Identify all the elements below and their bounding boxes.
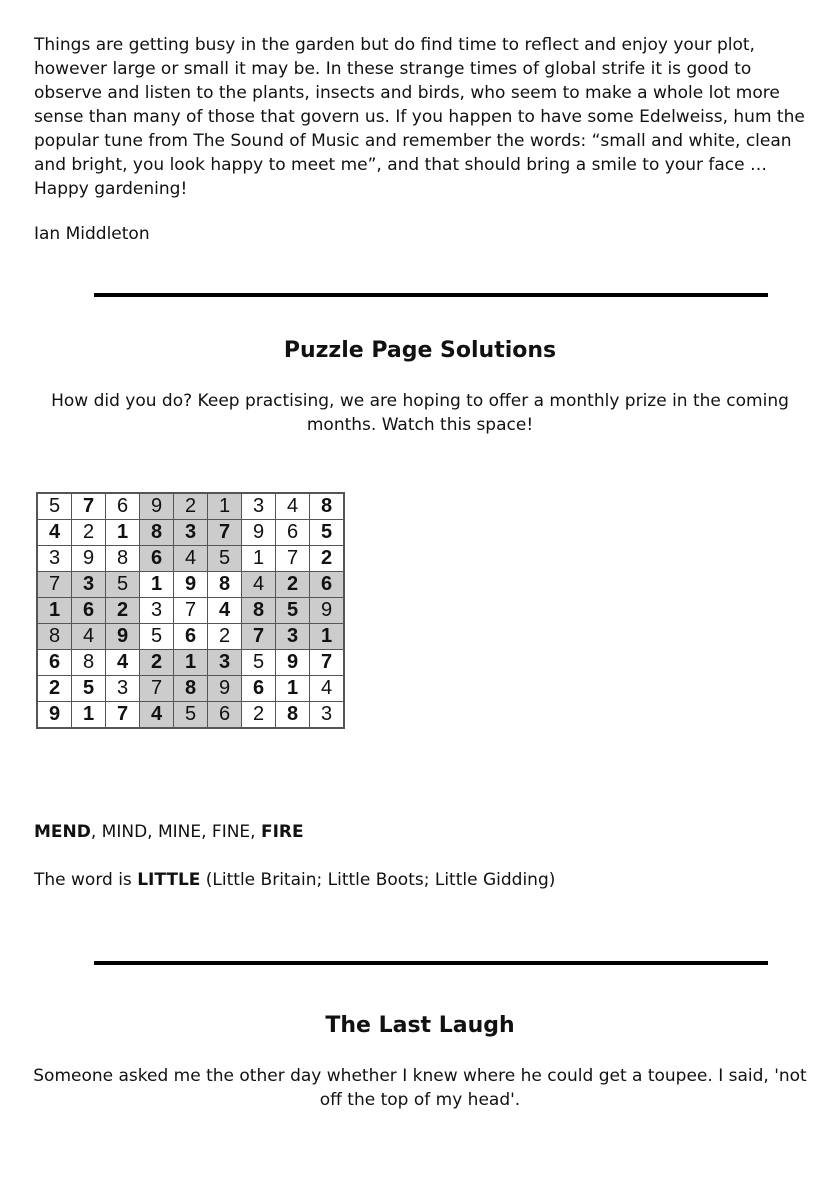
word-puzzle-answer xyxy=(34,868,555,892)
sudoku-cell: 8 xyxy=(242,598,276,624)
sudoku-cell: 9 xyxy=(37,702,72,729)
sudoku-cell: 7 xyxy=(37,572,72,598)
sudoku-row xyxy=(37,702,344,729)
sudoku-cell: 2 xyxy=(242,702,276,729)
sudoku-cell: 6 xyxy=(310,572,345,598)
sudoku-cell: 8 xyxy=(208,572,242,598)
sudoku-cell: 4 xyxy=(72,624,106,650)
sudoku-cell: 5 xyxy=(174,702,208,729)
sudoku-cell: 8 xyxy=(140,520,174,546)
sudoku-cell: 8 xyxy=(106,546,140,572)
sudoku-cell: 9 xyxy=(276,650,310,676)
puzzle-solutions-heading: Puzzle Page Solutions xyxy=(283,338,557,363)
sudoku-cell: 1 xyxy=(208,493,242,520)
word-ladder-answer xyxy=(34,820,304,844)
sudoku-cell: 9 xyxy=(242,520,276,546)
word-ladder-middle: , MIND, MINE, FINE, xyxy=(90,822,261,842)
last-laugh-joke: Someone asked me the other day whether I knew where he could get a toupee. I said, 'not off the top of my head'. xyxy=(33,1066,807,1110)
intro-paragraph: Things are getting busy in the garden but do find time to reflect and enjoy your plot, however large or small it may be. In these strange times of global strife it is good to observe and listen to the plants, insects and birds, who seem to make a whole lot more sense than many of those that govern us. If you happen to have some Edelweiss, hum the popular tune from The Sound of Music and remember the words: “small and white, clean and bright, you look happy to meet me”, and that should bring a smile to your face … Happy gardening! xyxy=(34,35,805,199)
sudoku-cell: 4 xyxy=(276,493,310,520)
sudoku-cell: 5 xyxy=(37,493,72,520)
sudoku-cell: 8 xyxy=(174,676,208,702)
sudoku-cell: 6 xyxy=(140,546,174,572)
sudoku-row xyxy=(37,520,344,546)
word-answer-prefix: The word is xyxy=(34,870,138,890)
sudoku-cell: 4 xyxy=(242,572,276,598)
sudoku-cell: 9 xyxy=(106,624,140,650)
sudoku-cell: 1 xyxy=(37,598,72,624)
sudoku-cell: 9 xyxy=(310,598,345,624)
sudoku-cell: 3 xyxy=(37,546,72,572)
sudoku-row xyxy=(37,650,344,676)
sudoku-row xyxy=(37,676,344,702)
sudoku-cell: 6 xyxy=(276,520,310,546)
sudoku-cell: 9 xyxy=(72,546,106,572)
sudoku-row xyxy=(37,598,344,624)
sudoku-solution-grid xyxy=(36,492,345,729)
word-ladder-last: FIRE xyxy=(260,822,304,842)
sudoku-cell: 4 xyxy=(106,650,140,676)
sudoku-cell: 7 xyxy=(174,598,208,624)
sudoku-cell: 4 xyxy=(174,546,208,572)
sudoku-cell: 3 xyxy=(140,598,174,624)
sudoku-cell: 6 xyxy=(174,624,208,650)
section-divider xyxy=(94,293,768,297)
sudoku-cell: 9 xyxy=(208,676,242,702)
sudoku-cell: 5 xyxy=(72,676,106,702)
sudoku-row xyxy=(37,624,344,650)
sudoku-cell: 9 xyxy=(140,493,174,520)
sudoku-row xyxy=(37,546,344,572)
sudoku-cell: 6 xyxy=(208,702,242,729)
sudoku-cell: 2 xyxy=(310,546,345,572)
word-ladder-first: MEND xyxy=(34,822,91,842)
sudoku-cell: 2 xyxy=(208,624,242,650)
sudoku-cell: 1 xyxy=(310,624,345,650)
sudoku-cell: 2 xyxy=(174,493,208,520)
sudoku-cell: 7 xyxy=(106,702,140,729)
sudoku-cell: 1 xyxy=(72,702,106,729)
sudoku-cell: 3 xyxy=(72,572,106,598)
sudoku-cell: 5 xyxy=(106,572,140,598)
word-answer-word: LITTLE xyxy=(137,870,201,890)
sudoku-cell: 7 xyxy=(208,520,242,546)
sudoku-cell: 3 xyxy=(106,676,140,702)
sudoku-cell: 1 xyxy=(276,676,310,702)
sudoku-cell: 7 xyxy=(140,676,174,702)
puzzle-intro-text: How did you do? Keep practising, we are hoping to offer a monthly prize in the coming months. Watch this space! xyxy=(51,391,789,435)
sudoku-cell: 2 xyxy=(37,676,72,702)
sudoku-cell: 3 xyxy=(174,520,208,546)
sudoku-cell: 6 xyxy=(106,493,140,520)
sudoku-cell: 6 xyxy=(242,676,276,702)
sudoku-cell: 1 xyxy=(140,572,174,598)
sudoku-cell: 2 xyxy=(140,650,174,676)
sudoku-cell: 1 xyxy=(106,520,140,546)
sudoku-cell: 4 xyxy=(140,702,174,729)
sudoku-cell: 5 xyxy=(242,650,276,676)
sudoku-cell: 7 xyxy=(72,493,106,520)
sudoku-cell: 8 xyxy=(72,650,106,676)
sudoku-cell: 7 xyxy=(276,546,310,572)
sudoku-cell: 3 xyxy=(276,624,310,650)
sudoku-cell: 4 xyxy=(37,520,72,546)
sudoku-cell: 5 xyxy=(310,520,345,546)
sudoku-cell: 2 xyxy=(276,572,310,598)
author-signature: Ian Middleton xyxy=(34,224,150,244)
sudoku-row xyxy=(37,493,344,520)
sudoku-cell: 5 xyxy=(140,624,174,650)
sudoku-cell: 1 xyxy=(174,650,208,676)
sudoku-cell: 8 xyxy=(37,624,72,650)
sudoku-cell: 7 xyxy=(310,650,345,676)
last-laugh-heading: The Last Laugh xyxy=(325,1013,515,1038)
sudoku-cell: 3 xyxy=(310,702,345,729)
sudoku-cell: 5 xyxy=(208,546,242,572)
sudoku-cell: 3 xyxy=(208,650,242,676)
sudoku-cell: 8 xyxy=(310,493,345,520)
sudoku-cell: 8 xyxy=(276,702,310,729)
sudoku-row xyxy=(37,572,344,598)
word-answer-suffix: (Little Britain; Little Boots; Little Gidding) xyxy=(200,870,556,890)
sudoku-cell: 6 xyxy=(37,650,72,676)
sudoku-cell: 1 xyxy=(242,546,276,572)
sudoku-cell: 2 xyxy=(72,520,106,546)
section-divider xyxy=(94,961,768,965)
sudoku-cell: 4 xyxy=(208,598,242,624)
sudoku-cell: 9 xyxy=(174,572,208,598)
sudoku-cell: 4 xyxy=(310,676,345,702)
sudoku-cell: 7 xyxy=(242,624,276,650)
sudoku-cell: 5 xyxy=(276,598,310,624)
sudoku-cell: 6 xyxy=(72,598,106,624)
sudoku-cell: 2 xyxy=(106,598,140,624)
sudoku-cell: 3 xyxy=(242,493,276,520)
